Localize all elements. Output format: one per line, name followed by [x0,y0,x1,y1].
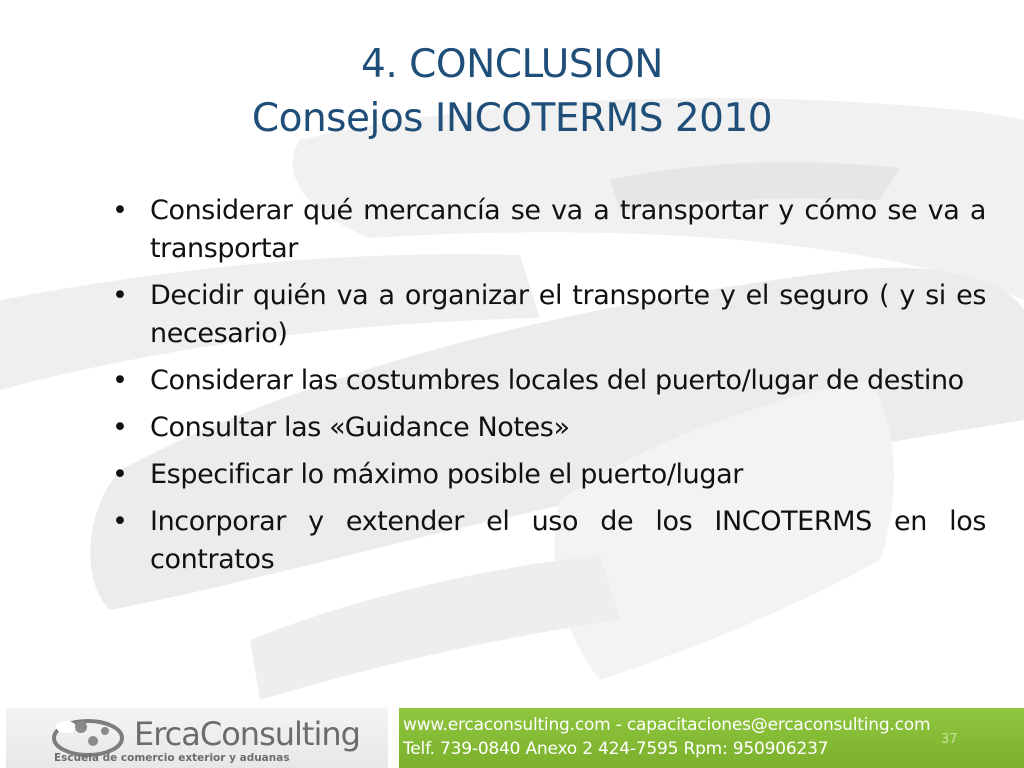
contact-panel [399,708,1024,768]
bullet-marker: • [112,195,128,226]
bullet-item [108,277,986,353]
bullet-content [108,192,986,588]
bullet-marker: • [112,280,128,311]
bullet-text: Decidir quién va a organizar el transporte y el seguro ( y si es necesario) [150,280,986,349]
slide-footer [0,700,1024,768]
bullet-item [108,362,986,400]
bullet-text: Especificar lo máximo posible el puerto/lugar [150,459,743,490]
bullet-text: Consultar las «Guidance Notes» [150,412,570,443]
page-number: 37 [941,732,958,747]
bullet-item [108,192,986,268]
bullet-marker: • [112,365,128,396]
bullet-text: Considerar las costumbres locales del puerto/lugar de destino [150,365,964,396]
bullet-item [108,409,986,447]
bullet-list [108,192,986,579]
bullet-item [108,456,986,494]
bullet-item [108,503,986,579]
contact-line-web-email: www.ercaconsulting.com - capacitaciones@ercaconsulting.com [403,715,931,735]
title-line-1: 4. CONCLUSION [361,42,663,87]
bullet-marker: • [112,459,128,490]
bullet-text: Incorporar y extender el uso de los INCOTERMS en los contratos [150,506,986,575]
bullet-marker: • [112,506,128,537]
bullet-text: Considerar qué mercancía se va a transportar y cómo se va a transportar [150,195,986,264]
brand-panel [6,708,388,768]
contact-line-phones: Telf. 739-0840 Anexo 2 424-7595 Rpm: 950906237 [403,739,829,759]
bullet-marker: • [112,412,128,443]
brand-name: ErcaConsulting [134,715,360,753]
brand-tagline: Escuela de comercio exterior y aduanas [54,752,290,764]
slide-title [0,38,1024,146]
title-line-2: Consejos INCOTERMS 2010 [251,96,773,141]
